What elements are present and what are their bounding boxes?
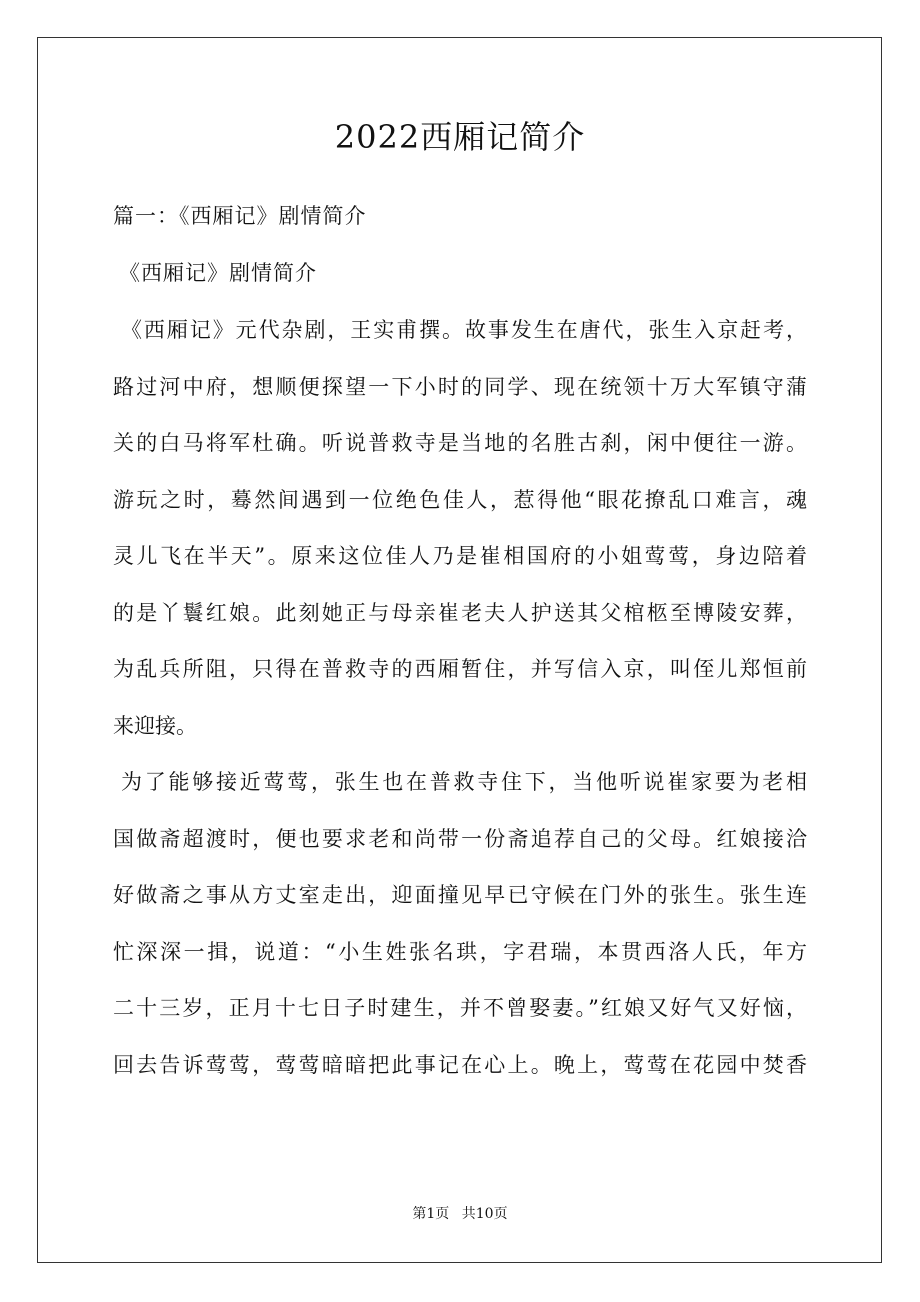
text-line: 灵儿飞在半天”。原来这位佳人乃是崔相国府的小姐莺莺，身边陪着 (113, 544, 807, 568)
page-total: 共10页 (461, 1206, 508, 1222)
document-body (113, 194, 807, 1099)
page-number: 第1页 (412, 1206, 450, 1222)
text-line: 为乱兵所阻，只得在普救寺的西厢暂住，并写信入京，叫侄儿郑恒前 (113, 657, 807, 681)
section-heading: 篇一：《西厢记》剧情简介 (113, 204, 367, 228)
text-line: 路过河中府，想顺便探望一下小时的同学、现在统领十万大军镇守蒲 (113, 374, 807, 399)
text-line: 好做斋之事从方丈室走出，迎面撞见早已守候在门外的张生。张生连 (113, 883, 807, 907)
text-line: 二十三岁，正月十七日子时建生，并不曾娶妻。”红娘又好气又好恼， (113, 996, 807, 1020)
text-line: 游玩之时，蓦然间遇到一位绝色佳人，惹得他“眼花撩乱口难言，魂 (113, 487, 807, 512)
subheading: 《西厢记》剧情简介 (119, 261, 317, 285)
text-line: 回去告诉莺莺，莺莺暗暗把此事记在心上。晚上，莺莺在花园中焚香 (113, 1052, 807, 1077)
paragraph-lines (113, 308, 807, 1088)
text-line: 的是丫鬟红娘。此刻她正与母亲崔老夫人护送其父棺柩至博陵安葬， (113, 600, 807, 625)
page-footer (0, 1204, 920, 1224)
text-line: 来迎接。 (113, 713, 197, 738)
text-line: 为了能够接近莺莺，张生也在普救寺住下，当他听说崔家要为老相 (121, 770, 807, 794)
document-title: 2022西厢记简介 (334, 118, 586, 156)
text-line: 国做斋超渡时，便也要求老和尚带一份斋追荐自己的父母。红娘接洽 (113, 826, 807, 851)
text-line: 关的白马将军杜确。听说普救寺是当地的名胜古刹，闲中便往一游。 (113, 431, 807, 455)
text-line: 忙深深一揖，说道：“小生姓张名珙，字君瑞，本贯西洛人氏，年方 (113, 939, 807, 964)
text-line: 《西厢记》元代杂剧，王实甫撰。故事发生在唐代，张生入京赶考， (121, 318, 807, 342)
